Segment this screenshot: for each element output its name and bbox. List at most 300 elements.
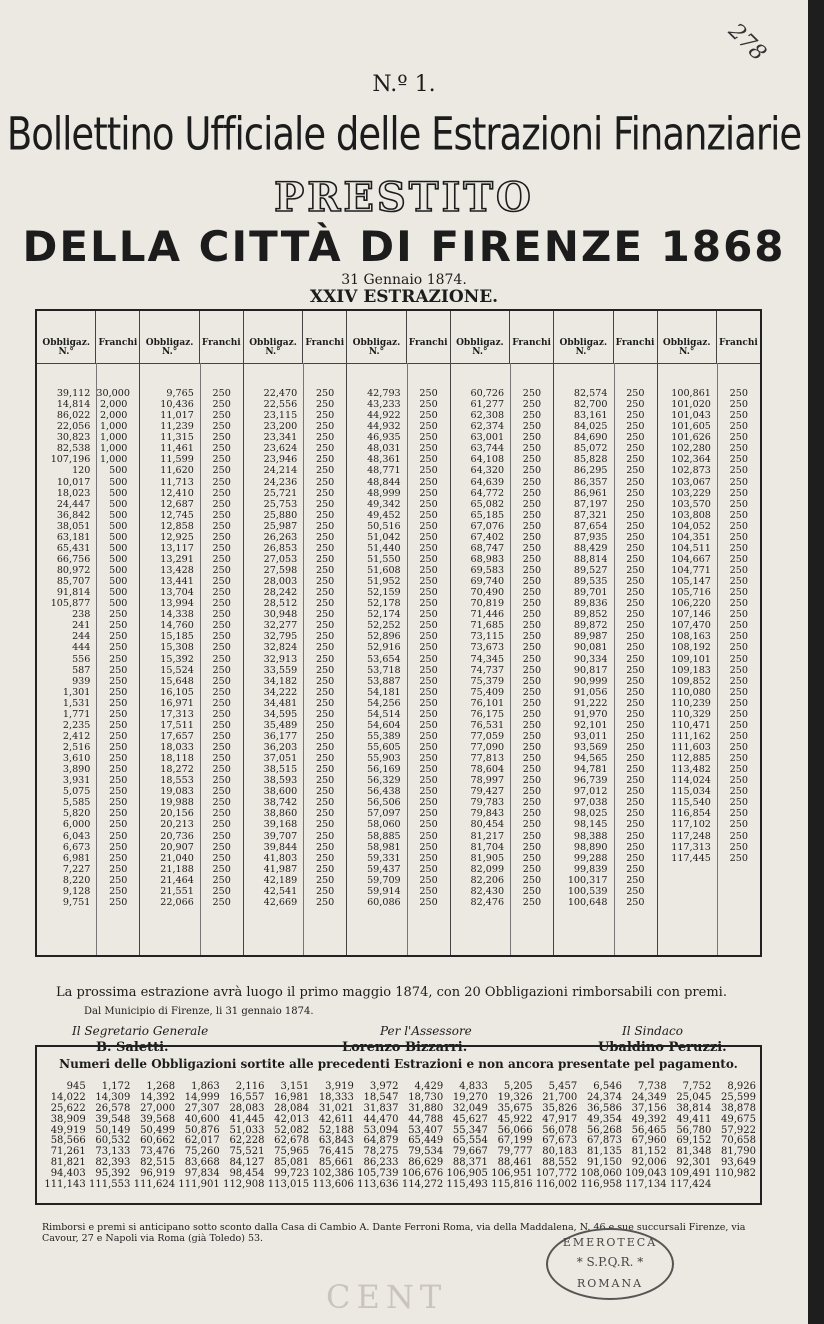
table-row xyxy=(451,388,553,399)
table-row xyxy=(451,742,553,753)
amount-francs: 250 xyxy=(419,730,438,742)
table-row xyxy=(451,631,553,642)
amount-francs: 250 xyxy=(522,808,542,820)
bond-number: 117,248 xyxy=(671,830,711,842)
table-row xyxy=(347,720,449,731)
amount-francs: 250 xyxy=(626,819,645,831)
previous-bond-number: 14,022 xyxy=(50,1091,86,1103)
bond-number: 115,034 xyxy=(671,786,711,798)
amount-francs: 250 xyxy=(522,775,542,787)
table-row xyxy=(244,499,346,510)
bond-number: 89,836 xyxy=(573,598,608,610)
previous-draws-title: Numeri delle Obbligazioni sortite alle precedenti Estrazioni e non ancora presentate pel pagamento. xyxy=(59,1057,738,1071)
bond-number: 56,438 xyxy=(367,786,401,798)
amount-francs: 250 xyxy=(626,476,645,488)
previous-bond-number: 110,982 xyxy=(714,1168,756,1180)
amount-francs: 250 xyxy=(212,819,231,831)
bond-number: 104,771 xyxy=(671,565,711,576)
table-row xyxy=(658,709,760,720)
table-row xyxy=(347,731,449,742)
table-row xyxy=(347,808,449,819)
bond-number: 70,819 xyxy=(470,598,505,610)
signature-title: Il Sindaco xyxy=(622,1024,683,1038)
amount-francs: 250 xyxy=(212,863,231,875)
previous-bond-number: 79,534 xyxy=(408,1146,444,1158)
amount-francs: 250 xyxy=(212,587,231,599)
amount-francs: 250 xyxy=(626,664,645,676)
table-row xyxy=(554,731,656,742)
table-row xyxy=(347,797,449,808)
table-row xyxy=(658,797,760,808)
previous-bond-number: 18,547 xyxy=(363,1091,399,1103)
amount-francs: 250 xyxy=(212,874,231,886)
bond-number: 90,081 xyxy=(573,642,608,654)
amount-francs: 250 xyxy=(315,487,335,499)
amount-francs: 250 xyxy=(109,775,128,787)
table-row xyxy=(37,853,139,864)
amount-francs: 250 xyxy=(522,653,542,665)
table-row xyxy=(244,631,346,642)
table-row xyxy=(658,642,760,653)
bond-number: 5,075 xyxy=(62,786,91,798)
previous-row xyxy=(41,1103,756,1114)
amount-francs: 250 xyxy=(522,742,542,753)
amount-francs: 250 xyxy=(626,708,645,720)
stamp-top-text: EMEROTECA xyxy=(562,1236,658,1249)
previous-bond-number: 85,661 xyxy=(318,1157,354,1169)
amount-francs: 250 xyxy=(419,874,438,886)
amount-francs: 250 xyxy=(212,609,231,621)
amount-francs: 1,000 xyxy=(99,421,128,433)
bond-number: 110,471 xyxy=(671,719,711,731)
amount-francs: 250 xyxy=(419,664,438,676)
column-body xyxy=(658,364,760,864)
amount-francs: 250 xyxy=(315,830,335,842)
bond-number: 85,828 xyxy=(573,454,608,466)
table-row xyxy=(347,864,449,875)
amount-francs: 250 xyxy=(522,388,542,399)
table-row xyxy=(140,477,242,488)
amount-francs: 250 xyxy=(419,388,438,399)
previous-bond-number: 6,546 xyxy=(593,1081,622,1092)
previous-bond-number: 39,568 xyxy=(140,1113,176,1125)
previous-bond-number: 38,814 xyxy=(676,1102,712,1114)
amount-francs: 250 xyxy=(522,863,542,875)
bond-number: 32,795 xyxy=(263,631,298,643)
amount-francs: 250 xyxy=(109,885,128,897)
header-bond-number xyxy=(244,311,303,363)
table-row xyxy=(554,477,656,488)
table-row xyxy=(451,753,553,764)
table-row xyxy=(658,764,760,775)
bond-number: 78,997 xyxy=(470,775,505,787)
bond-number: 100,648 xyxy=(567,896,608,908)
loan-heading: PRESTITO xyxy=(274,174,534,221)
table-row xyxy=(244,399,346,410)
table-row xyxy=(37,521,139,532)
previous-bond-number: 86,629 xyxy=(408,1157,444,1169)
table-row xyxy=(554,631,656,642)
amount-francs: 250 xyxy=(626,874,645,886)
table-row xyxy=(244,687,346,698)
table-column xyxy=(554,311,657,955)
header-franchi-label: Franchi xyxy=(98,338,138,348)
previous-row xyxy=(41,1146,756,1157)
amount-francs: 250 xyxy=(626,421,645,433)
bond-number: 22,066 xyxy=(160,896,194,908)
table-row xyxy=(347,875,449,886)
amount-francs: 250 xyxy=(109,764,128,776)
previous-bond-number: 82,393 xyxy=(95,1157,131,1169)
bond-number: 92,101 xyxy=(573,719,608,731)
amount-francs: 1,000 xyxy=(99,443,128,455)
table-row xyxy=(347,687,449,698)
bond-number: 69,740 xyxy=(470,576,505,588)
amount-francs: 250 xyxy=(315,653,335,665)
previous-bond-number: 73,476 xyxy=(140,1146,176,1158)
table-row xyxy=(37,543,139,554)
table-column xyxy=(244,311,347,955)
table-row xyxy=(37,764,139,775)
bond-number: 117,445 xyxy=(671,852,711,864)
previous-bond-number: 82,515 xyxy=(140,1157,176,1169)
table-row xyxy=(37,609,139,620)
bond-number: 12,687 xyxy=(160,498,194,510)
table-row xyxy=(244,587,346,598)
header-franchi-label: Franchi xyxy=(615,338,655,348)
column-header xyxy=(244,311,346,364)
bond-number: 44,922 xyxy=(367,410,401,422)
amount-francs: 250 xyxy=(626,498,645,510)
previous-bond-number: 88,371 xyxy=(452,1157,488,1169)
table-row xyxy=(244,488,346,499)
table-row xyxy=(554,565,656,576)
amount-francs: 250 xyxy=(315,520,335,532)
bond-number: 89,535 xyxy=(573,576,608,588)
bond-number: 28,242 xyxy=(263,587,298,599)
amount-francs: 250 xyxy=(212,454,231,466)
table-row xyxy=(658,720,760,731)
table-column xyxy=(347,311,450,955)
amount-francs: 250 xyxy=(109,631,128,643)
bond-number: 13,441 xyxy=(160,576,194,588)
amount-francs: 250 xyxy=(626,863,645,875)
previous-bond-number: 27,307 xyxy=(184,1102,220,1114)
bond-number: 52,159 xyxy=(367,587,401,599)
bond-number: 98,145 xyxy=(573,819,608,831)
bond-number: 93,569 xyxy=(573,742,608,753)
amount-francs: 250 xyxy=(109,753,128,765)
table-row xyxy=(140,443,242,454)
amount-francs: 250 xyxy=(626,753,645,765)
amount-francs: 250 xyxy=(729,576,748,588)
previous-bond-number: 67,873 xyxy=(586,1135,622,1147)
bond-number: 18,033 xyxy=(160,742,194,753)
bond-number: 42,669 xyxy=(263,896,298,908)
amount-francs: 250 xyxy=(419,487,438,499)
header-obbligaz-label: Obbligaz. xyxy=(145,338,194,348)
table-row xyxy=(658,609,760,620)
amount-francs: 2,000 xyxy=(99,410,128,422)
previous-bond-number: 31,021 xyxy=(318,1102,354,1114)
previous-bond-number: 14,392 xyxy=(140,1091,176,1103)
amount-francs: 250 xyxy=(212,421,231,433)
table-row xyxy=(347,786,449,797)
bond-number: 81,217 xyxy=(470,830,505,842)
municipality-line: Dal Municipio di Firenze, li 31 gennaio 1874. xyxy=(84,1006,314,1017)
table-row xyxy=(244,554,346,565)
amount-francs: 250 xyxy=(522,764,542,776)
bond-number: 23,624 xyxy=(263,443,298,455)
header-obbligaz-label: Obbligaz. xyxy=(42,338,91,348)
amount-francs: 250 xyxy=(212,708,231,720)
bond-number: 93,011 xyxy=(573,730,608,742)
bond-number: 104,052 xyxy=(671,520,711,532)
amount-francs: 250 xyxy=(419,797,438,809)
amount-francs: 250 xyxy=(729,609,748,621)
amount-francs: 250 xyxy=(522,432,542,444)
amount-francs: 250 xyxy=(626,686,645,698)
amount-francs: 250 xyxy=(109,852,128,864)
previous-bond-number: 111,901 xyxy=(178,1179,220,1191)
table-row xyxy=(554,665,656,676)
amount-francs: 250 xyxy=(626,764,645,776)
amount-francs: 250 xyxy=(315,819,335,831)
bond-number: 54,256 xyxy=(367,697,401,709)
amount-francs: 250 xyxy=(522,841,542,853)
table-row xyxy=(347,521,449,532)
bond-number: 63,744 xyxy=(470,443,505,455)
bond-number: 78,604 xyxy=(470,764,505,776)
amount-francs: 250 xyxy=(109,896,128,908)
previous-bond-number: 25,622 xyxy=(50,1102,86,1114)
bond-number: 76,101 xyxy=(470,697,505,709)
bond-number: 62,308 xyxy=(470,410,505,422)
previous-bond-number: 106,676 xyxy=(401,1168,444,1180)
table-row xyxy=(658,819,760,830)
amount-francs: 250 xyxy=(419,830,438,842)
bond-number: 53,718 xyxy=(367,664,401,676)
previous-bond-number: 42,611 xyxy=(318,1113,354,1125)
bond-number: 57,097 xyxy=(367,808,401,820)
bond-number: 48,031 xyxy=(367,443,401,455)
previous-bond-number: 111,553 xyxy=(89,1179,131,1191)
previous-bond-number: 5,205 xyxy=(503,1081,533,1092)
amount-francs: 250 xyxy=(212,553,231,565)
amount-francs: 250 xyxy=(729,697,748,709)
table-row xyxy=(140,842,242,853)
table-row xyxy=(554,576,656,587)
bond-number: 53,887 xyxy=(367,675,401,687)
previous-bond-number: 81,348 xyxy=(676,1146,712,1158)
bond-number: 108,163 xyxy=(671,631,711,643)
bond-number: 70,490 xyxy=(470,587,505,599)
table-row xyxy=(554,454,656,465)
table-row xyxy=(37,742,139,753)
table-row xyxy=(37,642,139,653)
amount-francs: 250 xyxy=(522,664,542,676)
previous-bond-number: 112,908 xyxy=(223,1179,265,1191)
header-number-label: N.° xyxy=(265,347,281,357)
table-column xyxy=(37,311,140,955)
bond-number: 8,220 xyxy=(62,874,91,886)
previous-bond-number: 38,909 xyxy=(50,1113,86,1125)
table-row xyxy=(140,499,242,510)
amount-francs: 250 xyxy=(315,410,335,422)
table-row xyxy=(451,698,553,709)
previous-bond-number: 27,000 xyxy=(140,1102,176,1114)
bond-number: 101,626 xyxy=(671,432,711,444)
bond-number: 65,431 xyxy=(56,542,91,554)
previous-bond-number: 65,554 xyxy=(452,1135,488,1147)
table-row xyxy=(244,576,346,587)
previous-bond-number: 39,548 xyxy=(95,1113,131,1125)
bond-number: 52,916 xyxy=(367,642,401,654)
column-header xyxy=(140,311,242,364)
table-row xyxy=(244,642,346,653)
previous-bond-number: 3,972 xyxy=(369,1081,399,1092)
table-row xyxy=(347,609,449,620)
bond-number: 107,196 xyxy=(50,454,91,466)
previous-bond-number: 47,917 xyxy=(542,1113,578,1125)
table-row xyxy=(244,432,346,443)
table-row xyxy=(244,853,346,864)
table-row xyxy=(658,620,760,631)
table-row xyxy=(244,477,346,488)
previous-bond-number: 67,199 xyxy=(497,1135,533,1147)
table-row xyxy=(658,421,760,432)
amount-francs: 250 xyxy=(212,653,231,665)
amount-francs: 250 xyxy=(109,730,128,742)
previous-bond-number: 80,183 xyxy=(542,1146,578,1158)
bond-number: 60,086 xyxy=(367,896,401,908)
bond-number: 64,320 xyxy=(470,465,505,477)
table-row xyxy=(554,720,656,731)
table-row xyxy=(451,410,553,421)
table-row xyxy=(244,532,346,543)
table-row xyxy=(37,831,139,842)
amount-francs: 250 xyxy=(626,885,645,897)
previous-bond-number: 26,578 xyxy=(95,1102,131,1114)
library-stamp xyxy=(546,1228,674,1300)
previous-bond-number: 88,552 xyxy=(542,1157,578,1169)
table-row xyxy=(658,499,760,510)
previous-bond-number: 42,013 xyxy=(274,1113,310,1125)
bond-number: 83,161 xyxy=(573,410,608,422)
table-row xyxy=(554,654,656,665)
table-row xyxy=(140,543,242,554)
bond-number: 90,817 xyxy=(573,664,608,676)
previous-bond-number: 81,821 xyxy=(50,1157,86,1169)
amount-francs: 250 xyxy=(522,465,542,477)
amount-francs: 250 xyxy=(419,598,438,610)
amount-francs: 250 xyxy=(729,443,748,455)
previous-bond-number: 7,738 xyxy=(637,1081,667,1092)
amount-francs: 250 xyxy=(729,631,748,643)
table-row xyxy=(451,853,553,864)
table-row xyxy=(554,753,656,764)
bond-number: 58,885 xyxy=(367,830,401,842)
table-row xyxy=(244,565,346,576)
bond-number: 97,038 xyxy=(573,797,608,809)
bond-number: 22,470 xyxy=(263,388,298,399)
previous-draws-numbers xyxy=(41,1081,756,1190)
bond-number: 61,277 xyxy=(470,399,505,411)
amount-francs: 250 xyxy=(522,476,542,488)
column-divider xyxy=(200,363,201,955)
amount-francs: 250 xyxy=(109,708,128,720)
table-row xyxy=(451,886,553,897)
bond-number: 28,003 xyxy=(263,576,298,588)
bond-number: 9,751 xyxy=(62,896,91,908)
table-row xyxy=(140,709,242,720)
bond-number: 11,239 xyxy=(160,421,194,433)
table-row xyxy=(554,698,656,709)
table-row xyxy=(244,753,346,764)
bond-number: 14,814 xyxy=(56,399,91,411)
bond-number: 109,183 xyxy=(671,664,711,676)
bond-number: 10,017 xyxy=(56,476,91,488)
amount-francs: 250 xyxy=(419,421,438,433)
amount-francs: 250 xyxy=(315,808,335,820)
table-row xyxy=(140,532,242,543)
header-obbligaz-label: Obbligaz. xyxy=(559,338,608,348)
table-row xyxy=(140,399,242,410)
bond-number: 68,983 xyxy=(470,553,505,565)
table-row xyxy=(658,587,760,598)
previous-bond-number: 102,386 xyxy=(312,1168,354,1180)
amount-francs: 250 xyxy=(109,742,128,753)
bond-number: 5,820 xyxy=(62,808,91,820)
table-row xyxy=(140,521,242,532)
table-row xyxy=(658,388,760,399)
bond-number: 46,935 xyxy=(367,432,401,444)
column-divider xyxy=(614,363,615,955)
bond-number: 238 xyxy=(72,609,91,621)
amount-francs: 250 xyxy=(626,808,645,820)
amount-francs: 250 xyxy=(212,509,231,521)
table-row xyxy=(244,388,346,399)
amount-francs: 250 xyxy=(522,730,542,742)
table-row xyxy=(244,410,346,421)
bond-number: 41,803 xyxy=(263,852,298,864)
table-row xyxy=(37,410,139,421)
amount-francs: 250 xyxy=(212,852,231,864)
previous-bond-number: 67,960 xyxy=(631,1135,667,1147)
bond-number: 68,747 xyxy=(470,542,505,554)
amount-francs: 250 xyxy=(419,587,438,599)
table-row xyxy=(451,797,553,808)
amount-francs: 250 xyxy=(522,642,542,654)
table-row xyxy=(347,665,449,676)
previous-bond-number: 78,275 xyxy=(363,1146,399,1158)
amount-francs: 250 xyxy=(729,542,748,554)
amount-francs: 250 xyxy=(212,631,231,643)
table-row xyxy=(451,897,553,908)
bond-number: 102,873 xyxy=(671,465,711,477)
amount-francs: 250 xyxy=(419,432,438,444)
table-row xyxy=(140,775,242,786)
amount-francs: 250 xyxy=(729,553,748,565)
bond-number: 15,308 xyxy=(160,642,194,654)
previous-bond-number: 56,268 xyxy=(586,1124,622,1136)
bond-number: 9,765 xyxy=(166,388,194,399)
bond-number: 87,935 xyxy=(573,531,608,543)
amount-francs: 250 xyxy=(522,443,542,455)
amount-francs: 500 xyxy=(109,553,128,565)
table-row xyxy=(244,598,346,609)
table-row xyxy=(140,510,242,521)
